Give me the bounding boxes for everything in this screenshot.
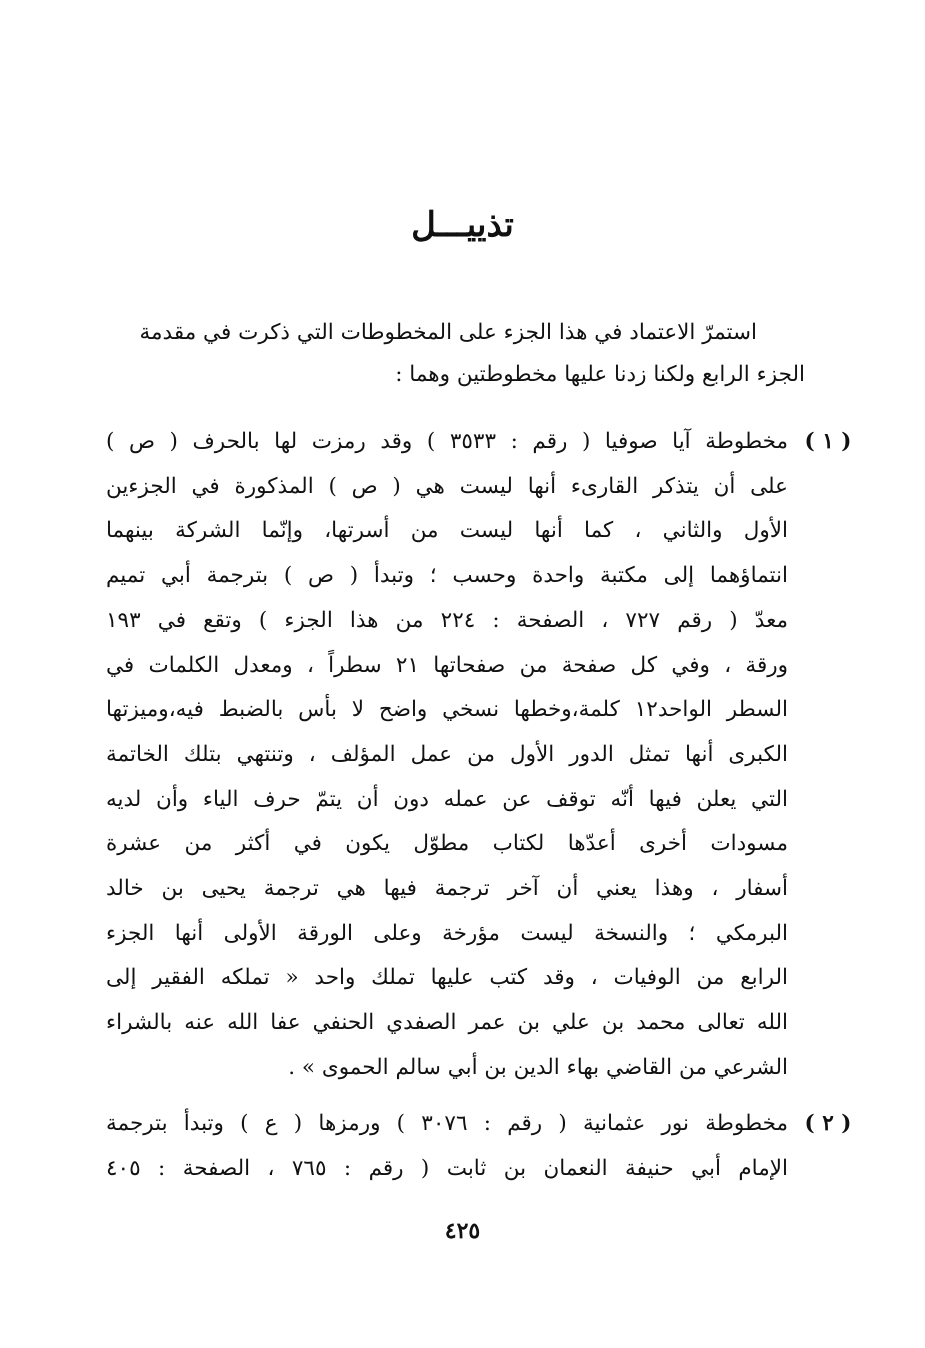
item-line: الأول والثاني ، كما أنها ليست من أسرتها، وإنّما الشركة بينهما xyxy=(106,518,788,544)
item-number: ( ١ ) xyxy=(804,429,852,454)
item-line: الله تعالى محمد بن علي بن عمر الصفدي الحنفي عفا الله عنه بالشراء xyxy=(106,1010,788,1036)
item-line: انتماؤهما إلى مكتبة واحدة وحسب ؛ وتبدأ ( ص ) بترجمة أبي تميم xyxy=(106,563,788,589)
item-line: مخطوطة نور عثمانية ( رقم : ٣٠٧٦ ) ورمزها ( ع ) وتبدأ بترجمة xyxy=(106,1111,788,1136)
manuscript-item-2 xyxy=(106,1102,852,1191)
item-line: على أن يتذكر القارىء أنها ليست هي ( ص ) المذكورة في الجزءين xyxy=(106,473,788,499)
item-line: السطر الواحد١٢ كلمة،وخطها نسخي واضح لا بأس بالضبط فيه،وميزتها xyxy=(106,697,789,723)
item-number: ( ٢ ) xyxy=(804,1111,852,1136)
item-line: الكبرى أنها تمثل الدور الأول من عمل المؤلف ، وتنتهي بتلك الخاتمة xyxy=(106,741,788,767)
intro-line-2: الجزء الرابع ولكنا زدنا عليها مخطوطتين وهما : xyxy=(395,362,805,387)
page-number: ٤٢٥ xyxy=(444,1218,481,1244)
intro-paragraph xyxy=(112,312,805,396)
item-line: أسفار ، وهذا يعني أن آخر ترجمة فيها هي ترجمة يحيى بن خالد xyxy=(106,876,788,902)
item-line: الشرعي من القاضي بهاء الدين بن أبي سالم الحموى » . xyxy=(288,1054,788,1080)
item-line: الرابع من الوفيات ، وقد كتب عليها تملك واحد « تملكه الفقير إلى xyxy=(106,965,788,991)
intro-line-1: استمرّ الاعتماد في هذا الجزء على المخطوطات التي ذكرت في مقدمة xyxy=(139,320,757,345)
item-line: البرمكي ؛ والنسخة ليست مؤرخة وعلى الورقة الأولى أنها الجزء xyxy=(106,920,788,946)
item-line: معدّ ( رقم ٧٢٧ ، الصفحة : ٢٢٤ من هذا الجزء ) وتقع في ١٩٣ xyxy=(106,607,788,633)
manuscript-item-1 xyxy=(106,420,852,1091)
item-line: التي يعلن فيها أنّه توقف عن عمله دون أن يتمّ حرف الياء وأن لديه xyxy=(106,786,788,812)
item-line: ورقة ، وفي كل صفحة من صفحاتها ٢١ سطراً ، ومعدل الكلمات في xyxy=(106,652,788,678)
item-line: مسودات أخرى أعدّها لكتاب مطوّل يكون في أكثر من عشرة xyxy=(106,831,788,857)
section-title: تذييـــل xyxy=(411,205,514,245)
item-line: الإمام أبي حنيفة النعمان بن ثابت ( رقم : ٧٦٥ ، الصفحة : ٤٠٥ xyxy=(106,1155,788,1181)
item-line: مخطوطة آيا صوفيا ( رقم : ٣٥٣٣ ) وقد رمزت لها بالحرف ( ص ) xyxy=(106,429,789,454)
